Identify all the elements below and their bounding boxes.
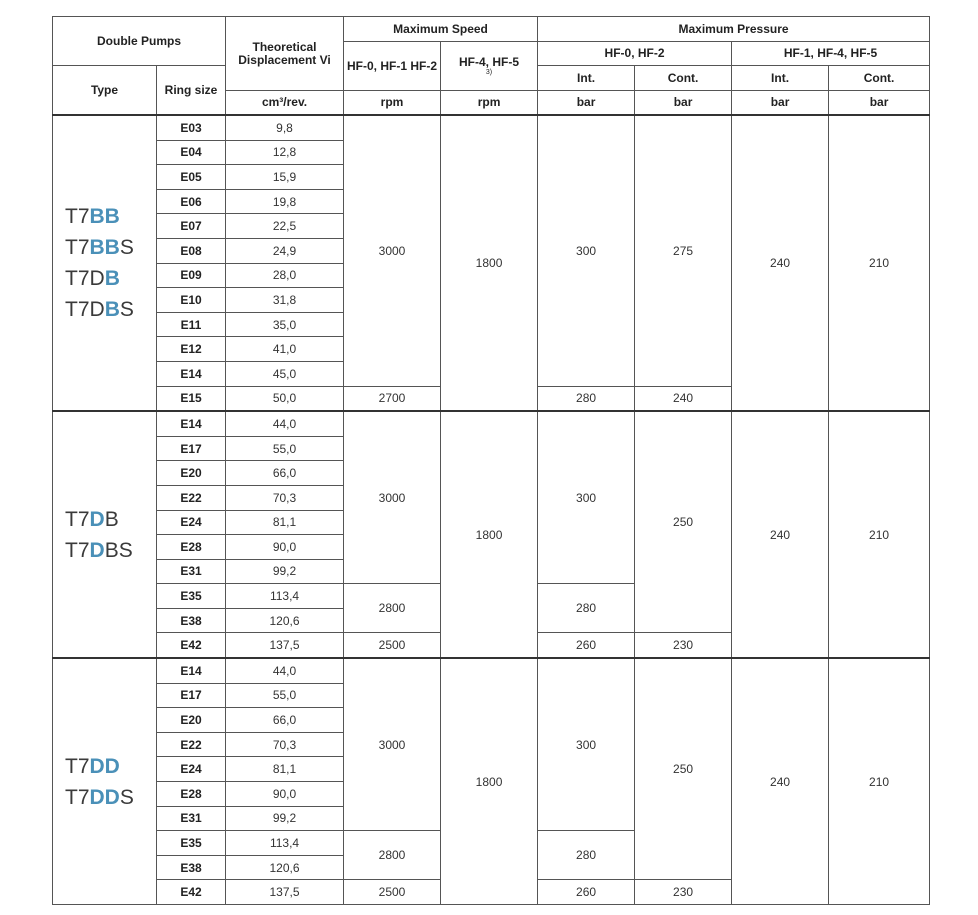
pressure-int-value: 300	[538, 411, 635, 584]
displacement-value: 44,0	[226, 411, 344, 436]
pressure-cont-value: 240	[635, 386, 732, 411]
ring-size: E10	[157, 288, 226, 313]
speed2-value: 1800	[441, 658, 538, 904]
displacement-value: 113,4	[226, 584, 344, 609]
ring-size: E28	[157, 535, 226, 560]
unit-rpm-2: rpm	[441, 91, 538, 116]
speed1-value: 2500	[344, 880, 441, 905]
pressure2-cont-value: 210	[829, 115, 930, 411]
displacement-value: 90,0	[226, 535, 344, 560]
ring-size: E12	[157, 337, 226, 362]
displacement-value: 44,0	[226, 658, 344, 683]
ring-size: E03	[157, 115, 226, 140]
displacement-value: 113,4	[226, 831, 344, 856]
ring-size: E05	[157, 165, 226, 190]
speed1-value: 2800	[344, 584, 441, 633]
displacement-value: 22,5	[226, 214, 344, 239]
pressure-int-value: 280	[538, 584, 635, 633]
unit-bar-2: bar	[635, 91, 732, 116]
ring-size: E20	[157, 461, 226, 486]
displacement-value: 90,0	[226, 782, 344, 807]
pressure-g2-cont-header: Cont.	[829, 66, 930, 91]
table-header	[53, 17, 930, 116]
pump-group	[53, 658, 930, 904]
type-name: T7BBS	[65, 236, 134, 260]
ring-size-header: Ring size	[157, 66, 226, 116]
ring-size: E24	[157, 757, 226, 782]
speed2-value: 1800	[441, 115, 538, 411]
ring-size: E17	[157, 683, 226, 708]
displacement-value: 12,8	[226, 140, 344, 165]
ring-size: E08	[157, 238, 226, 263]
max-pressure-header: Maximum Pressure	[538, 17, 930, 42]
displacement-value: 70,3	[226, 485, 344, 510]
ring-size: E14	[157, 361, 226, 386]
displacement-value: 81,1	[226, 757, 344, 782]
ring-size: E09	[157, 263, 226, 288]
speed-col2-footnote: 3)	[485, 68, 493, 76]
ring-size: E15	[157, 386, 226, 411]
type-name: T7DB	[65, 267, 120, 291]
pressure2-cont-value: 210	[829, 411, 930, 658]
pressure-int-value: 260	[538, 880, 635, 905]
speed-col2-header	[441, 42, 538, 91]
unit-rpm-1: rpm	[344, 91, 441, 116]
ring-size: E14	[157, 411, 226, 436]
displacement-value: 35,0	[226, 312, 344, 337]
pressure-cont-value: 230	[635, 880, 732, 905]
ring-size: E11	[157, 312, 226, 337]
ring-size: E38	[157, 855, 226, 880]
pressure-cont-value: 250	[635, 658, 732, 880]
pressure-group1-header: HF-0, HF-2	[538, 42, 732, 66]
ring-size: E22	[157, 485, 226, 510]
displacement-value: 19,8	[226, 189, 344, 214]
speed1-value: 3000	[344, 658, 441, 831]
ring-size: E42	[157, 633, 226, 658]
displacement-value: 70,3	[226, 732, 344, 757]
pressure-cont-value: 230	[635, 633, 732, 658]
type-name: T7BB	[65, 205, 120, 229]
pressure2-int-value: 240	[732, 658, 829, 904]
pressure2-int-value: 240	[732, 115, 829, 411]
pressure-g1-cont-header: Cont.	[635, 66, 732, 91]
pressure2-int-value: 240	[732, 411, 829, 658]
ring-size: E14	[157, 658, 226, 683]
pressure-int-value: 260	[538, 633, 635, 658]
ring-size: E20	[157, 708, 226, 733]
speed1-value: 3000	[344, 115, 441, 386]
displacement-value: 81,1	[226, 510, 344, 535]
speed1-value: 2700	[344, 386, 441, 411]
ring-size: E31	[157, 806, 226, 831]
ring-size: E38	[157, 608, 226, 633]
displacement-value: 55,0	[226, 436, 344, 461]
speed-col1-header: HF-0, HF-1 HF-2	[344, 42, 441, 91]
unit-bar-1: bar	[538, 91, 635, 116]
pressure-g2-int-header: Int.	[732, 66, 829, 91]
pressure-group2-header: HF-1, HF-4, HF-5	[732, 42, 930, 66]
type-cell	[53, 115, 157, 411]
type-header: Type	[53, 66, 157, 116]
displacement-header: Theoretical Displacement Vi	[226, 17, 344, 91]
ring-size: E06	[157, 189, 226, 214]
pump-group	[53, 115, 930, 411]
type-cell	[53, 411, 157, 658]
displacement-value: 55,0	[226, 683, 344, 708]
pump-spec-table	[52, 16, 930, 905]
type-name: T7DB	[65, 507, 119, 531]
displacement-value: 41,0	[226, 337, 344, 362]
displacement-value: 99,2	[226, 806, 344, 831]
ring-size: E17	[157, 436, 226, 461]
displacement-value: 137,5	[226, 880, 344, 905]
ring-size: E24	[157, 510, 226, 535]
pressure-int-value: 300	[538, 115, 635, 386]
displacement-value: 9,8	[226, 115, 344, 140]
ring-size: E22	[157, 732, 226, 757]
ring-size: E35	[157, 584, 226, 609]
type-name: T7DDS	[65, 785, 134, 809]
displacement-value: 66,0	[226, 708, 344, 733]
pressure-cont-value: 275	[635, 115, 732, 386]
unit-bar-3: bar	[732, 91, 829, 116]
speed1-value: 2500	[344, 633, 441, 658]
ring-size: E07	[157, 214, 226, 239]
type-name: T7DBS	[65, 538, 133, 562]
displacement-value: 45,0	[226, 361, 344, 386]
double-pumps-header: Double Pumps	[53, 17, 226, 66]
pump-group	[53, 411, 930, 658]
displacement-value: 99,2	[226, 559, 344, 584]
ring-size: E42	[157, 880, 226, 905]
pressure-g1-int-header: Int.	[538, 66, 635, 91]
displacement-value: 24,9	[226, 238, 344, 263]
speed1-value: 3000	[344, 411, 441, 584]
ring-size: E28	[157, 782, 226, 807]
displacement-value: 137,5	[226, 633, 344, 658]
pressure-cont-value: 250	[635, 411, 732, 633]
displacement-value: 15,9	[226, 165, 344, 190]
displacement-value: 31,8	[226, 288, 344, 313]
pressure-int-value: 300	[538, 658, 635, 831]
unit-bar-4: bar	[829, 91, 930, 116]
ring-size: E35	[157, 831, 226, 856]
ring-size: E31	[157, 559, 226, 584]
speed2-value: 1800	[441, 411, 538, 658]
pressure2-cont-value: 210	[829, 658, 930, 904]
speed-col2-label: HF-4, HF-5	[459, 54, 520, 69]
pressure-int-value: 280	[538, 386, 635, 411]
displacement-value: 66,0	[226, 461, 344, 486]
type-cell	[53, 658, 157, 904]
displacement-value: 120,6	[226, 608, 344, 633]
type-name: T7DBS	[65, 298, 134, 322]
displacement-value: 120,6	[226, 855, 344, 880]
displacement-value: 50,0	[226, 386, 344, 411]
displacement-value: 28,0	[226, 263, 344, 288]
speed1-value: 2800	[344, 831, 441, 880]
type-name: T7DD	[65, 754, 120, 778]
unit-displacement: cm³/rev.	[226, 91, 344, 116]
pressure-int-value: 280	[538, 831, 635, 880]
ring-size: E04	[157, 140, 226, 165]
max-speed-header: Maximum Speed	[344, 17, 538, 42]
